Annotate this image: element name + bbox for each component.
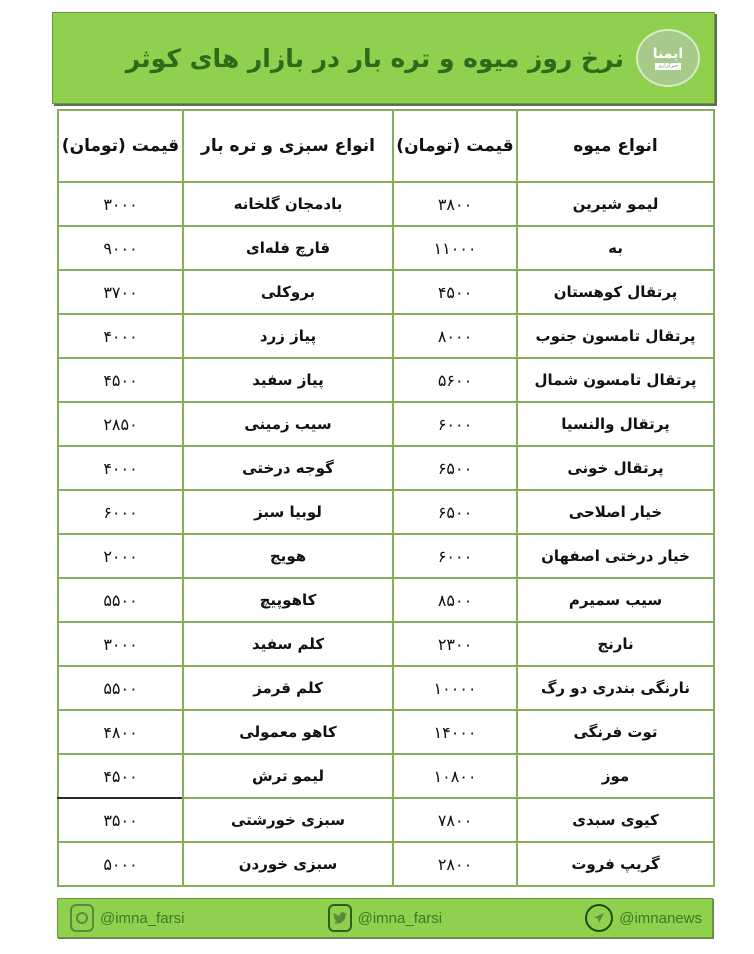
- table-row: [58, 358, 714, 402]
- imna-logo: [636, 29, 700, 87]
- veg-name: لوبیا سبز: [183, 490, 393, 534]
- veg-price: ۵۵۰۰: [58, 578, 183, 622]
- fruit-name: پرتقال خونی: [517, 446, 714, 490]
- twitter-link[interactable]: [328, 904, 442, 932]
- veg-name: لیمو ترش: [183, 754, 393, 798]
- veg-name: سبزی خوردن: [183, 842, 393, 886]
- fruit-price: ۶۰۰۰: [393, 402, 517, 446]
- fruit-price: ۱۴۰۰۰: [393, 710, 517, 754]
- fruit-price: ۶۰۰۰: [393, 534, 517, 578]
- veg-price: ۳۰۰۰: [58, 622, 183, 666]
- table-row: [58, 710, 714, 754]
- fruit-price: ۳۸۰۰: [393, 182, 517, 226]
- fruit-price: ۶۵۰۰: [393, 446, 517, 490]
- fruit-name: توت فرنگی: [517, 710, 714, 754]
- table-row: [58, 446, 714, 490]
- instagram-icon: [70, 904, 94, 932]
- fruit-name: پرتقال تامسون شمال: [517, 358, 714, 402]
- fruit-name: کیوی سبدی: [517, 798, 714, 842]
- price-table: [57, 109, 715, 887]
- veg-price: ۹۰۰۰: [58, 226, 183, 270]
- veg-name: پیاز سفید: [183, 358, 393, 402]
- veg-price: ۴۰۰۰: [58, 314, 183, 358]
- veg-price: ۳۰۰۰: [58, 182, 183, 226]
- fruit-name: نارنج: [517, 622, 714, 666]
- table-row: [58, 754, 714, 798]
- fruit-price: ۱۱۰۰۰: [393, 226, 517, 270]
- fruit-price: ۵۶۰۰: [393, 358, 517, 402]
- fruit-name: پرتقال تامسون جنوب: [517, 314, 714, 358]
- title-banner: [52, 12, 715, 104]
- fruit-price: ۱۰۰۰۰: [393, 666, 517, 710]
- fruit-price: ۸۰۰۰: [393, 314, 517, 358]
- telegram-handle: @imnanews: [619, 909, 702, 927]
- instagram-handle: @imna_farsi: [100, 909, 185, 927]
- veg-price: ۴۰۰۰: [58, 446, 183, 490]
- header-fruit: انواع میوه: [517, 110, 714, 182]
- veg-price: ۴۵۰۰: [58, 754, 183, 798]
- table-row: [58, 270, 714, 314]
- veg-name: قارچ فله‌ای: [183, 226, 393, 270]
- page-title: نرخ روز میوه و تره بار در بازار های کوثر: [125, 43, 624, 73]
- fruit-name: گریپ فروت: [517, 842, 714, 886]
- veg-name: کاهو معمولی: [183, 710, 393, 754]
- veg-price: ۵۰۰۰: [58, 842, 183, 886]
- veg-price: ۴۵۰۰: [58, 358, 183, 402]
- veg-name: کلم سفید: [183, 622, 393, 666]
- table-row: [58, 578, 714, 622]
- fruit-name: خیار اصلاحی: [517, 490, 714, 534]
- fruit-price: ۶۵۰۰: [393, 490, 517, 534]
- fruit-name: خیار درختی اصفهان: [517, 534, 714, 578]
- table-row: [58, 534, 714, 578]
- veg-name: هویج: [183, 534, 393, 578]
- table-row: [58, 226, 714, 270]
- veg-price: ۲۰۰۰: [58, 534, 183, 578]
- veg-name: پیاز زرد: [183, 314, 393, 358]
- table-row: [58, 182, 714, 226]
- table-row: [58, 798, 714, 842]
- veg-name: کلم قرمز: [183, 666, 393, 710]
- veg-name: بروکلی: [183, 270, 393, 314]
- veg-name: گوجه درختی: [183, 446, 393, 490]
- veg-price: ۵۵۰۰: [58, 666, 183, 710]
- veg-price: ۳۷۰۰: [58, 270, 183, 314]
- telegram-link[interactable]: [585, 904, 702, 932]
- veg-price: ۳۵۰۰: [58, 798, 183, 842]
- fruit-price: ۴۵۰۰: [393, 270, 517, 314]
- fruit-price: ۷۸۰۰: [393, 798, 517, 842]
- logo-subtitle: خبرگزاری: [655, 63, 681, 70]
- logo-mark: ایمنا: [652, 45, 684, 62]
- fruit-price: ۸۵۰۰: [393, 578, 517, 622]
- veg-price: ۴۸۰۰: [58, 710, 183, 754]
- fruit-name: پرتقال والنسیا: [517, 402, 714, 446]
- fruit-price: ۱۰۸۰۰: [393, 754, 517, 798]
- table-row: [58, 314, 714, 358]
- fruit-name: به: [517, 226, 714, 270]
- veg-name: سبزی خورشتی: [183, 798, 393, 842]
- header-veg-price: قیمت (تومان): [58, 110, 183, 182]
- instagram-link[interactable]: [70, 904, 184, 932]
- fruit-price: ۲۳۰۰: [393, 622, 517, 666]
- table-row: [58, 622, 714, 666]
- header-fruit-price: قیمت (تومان): [393, 110, 517, 182]
- social-footer: [57, 898, 713, 938]
- twitter-handle: @imna_farsi: [357, 909, 443, 927]
- header-veg: انواع سبزی و تره بار: [183, 110, 393, 182]
- veg-price: ۲۸۵۰: [58, 402, 183, 446]
- table-row: [58, 402, 714, 446]
- table-row: [58, 842, 714, 886]
- fruit-name: موز: [517, 754, 714, 798]
- fruit-name: لیمو شیرین: [517, 182, 714, 226]
- fruit-name: نارنگی بندری دو رگ: [517, 666, 714, 710]
- fruit-name: سیب سمیرم: [517, 578, 714, 622]
- fruit-name: پرتقال کوهستان: [517, 270, 714, 314]
- fruit-price: ۲۸۰۰: [393, 842, 517, 886]
- telegram-icon: [585, 904, 613, 932]
- veg-name: سیب زمینی: [183, 402, 393, 446]
- table-row: [58, 490, 714, 534]
- veg-name: بادمجان گلخانه: [183, 182, 393, 226]
- veg-price: ۶۰۰۰: [58, 490, 183, 534]
- table-row: [58, 666, 714, 710]
- veg-name: کاهوپیچ: [183, 578, 393, 622]
- twitter-icon: [328, 904, 352, 932]
- table-header-row: [58, 110, 714, 182]
